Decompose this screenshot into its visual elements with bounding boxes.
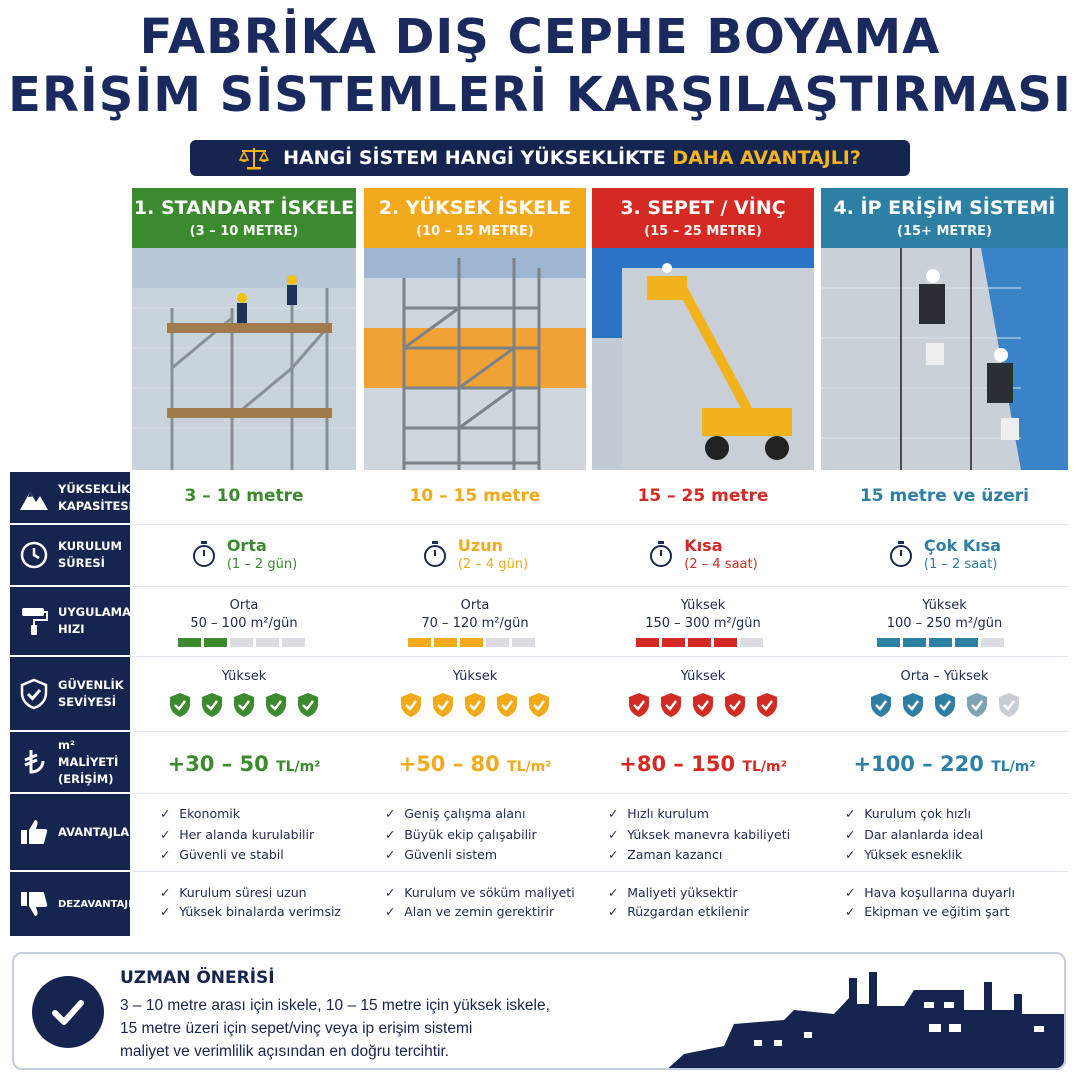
cost-amount: +80 – 150 — [619, 752, 736, 776]
speed-bar-segment — [929, 638, 952, 647]
pros-list — [845, 804, 983, 866]
check-circle-icon — [32, 976, 104, 1048]
shield-icon — [528, 692, 550, 718]
setup-time-sub: (1 – 2 saat) — [923, 557, 998, 572]
safety-shields — [821, 692, 1068, 718]
shield-icon — [432, 692, 454, 718]
row-label-text: DEZAVANTAJLARI — [58, 898, 154, 910]
row-label-speed — [10, 587, 130, 657]
column-name: 3. SEPET / VİNÇ — [620, 197, 786, 219]
list-item: ✓ Hava koşullarına duyarlı — [845, 883, 1015, 902]
shield-icon — [628, 692, 650, 718]
speed-range: 100 – 250 m²/gün — [886, 616, 1003, 631]
speed-bar-segment — [877, 638, 900, 647]
speed-bar-segment — [903, 638, 926, 647]
cost-unit: TL/m² — [991, 759, 1036, 775]
speed-level: Yüksek — [922, 598, 967, 613]
speed-bar-segment — [955, 638, 978, 647]
speed-level: Orta — [460, 598, 490, 613]
expert-recommendation — [12, 952, 1066, 1070]
setup-time-sub: (2 – 4 gün) — [457, 557, 529, 572]
list-item: ✓ Her alanda kurulabilir — [160, 825, 314, 846]
shield-icon — [265, 692, 287, 718]
row-label-cons — [10, 872, 154, 938]
expert-line: maliyet ve verimlilik açısından en doğru tercihtir. — [120, 1043, 450, 1060]
column-header-rope-access — [821, 188, 1068, 248]
list-item: ✓ Dar alanlarda ideal — [845, 825, 983, 846]
speed-bar-segment — [688, 638, 711, 647]
list-item: ✓ Hızlı kurulum — [608, 804, 790, 825]
paint-roller-icon — [18, 605, 50, 637]
row-label-text: AVANTAJLARI — [58, 824, 143, 839]
subtitle-highlight: DAHA AVANTAJLI? — [672, 147, 861, 169]
list-item: ✓ Yüksek binalarda verimsiz — [160, 902, 341, 921]
list-item: ✓ Kurulum süresi uzun — [160, 883, 341, 902]
row-label-safety — [10, 657, 130, 732]
thumbs-up-icon — [18, 816, 50, 848]
expert-line: 3 – 10 metre arası için iskele, 10 – 15 metre için yüksek iskele, — [120, 997, 550, 1014]
cost-unit: TL/m² — [742, 759, 787, 775]
column-range: (3 – 10 METRE) — [189, 224, 299, 239]
safety-level: Yüksek — [221, 669, 267, 684]
list-item: ✓ Zaman kazancı — [608, 845, 790, 866]
height-value: 10 – 15 metre — [409, 486, 541, 506]
stopwatch-icon — [191, 539, 217, 569]
list-item: ✓ Yüksek manevra kabiliyeti — [608, 825, 790, 846]
thumbs-down-icon — [18, 888, 50, 920]
safety-shields — [592, 692, 814, 718]
cost-value — [821, 752, 1068, 776]
speed-bar-segment — [434, 638, 457, 647]
cost-value — [592, 752, 814, 776]
safety-shields — [364, 692, 586, 718]
cost-unit: TL/m² — [507, 759, 552, 775]
speed-range: 70 – 120 m²/gün — [421, 616, 529, 631]
height-value: 15 metre ve üzeri — [859, 486, 1030, 506]
shield-icon — [934, 692, 956, 718]
cons-list — [160, 883, 341, 921]
cost-amount: +30 – 50 — [167, 752, 269, 776]
list-item: ✓ Güvenli sistem — [385, 845, 537, 866]
cost-value — [132, 752, 356, 776]
stopwatch-icon — [648, 539, 674, 569]
rope-access-image — [821, 248, 1068, 470]
column-name: 2. YÜKSEK İSKELE — [378, 197, 572, 219]
setup-time-main: Çok Kısa — [923, 536, 1002, 555]
shield-icon — [169, 692, 191, 718]
list-item: ✓ Maliyeti yüksektir — [608, 883, 749, 902]
cons-list — [385, 883, 575, 921]
speed-bar-segment — [460, 638, 483, 647]
speed-bar-segment — [256, 638, 279, 647]
safety-level: Yüksek — [452, 669, 498, 684]
cost-amount: +100 – 220 — [853, 752, 984, 776]
shield-icon — [400, 692, 422, 718]
shield-icon — [660, 692, 682, 718]
speed-bar — [877, 638, 1004, 647]
speed-bar-segment — [486, 638, 509, 647]
mountain-icon — [18, 482, 50, 514]
column-header-basket-crane — [592, 188, 814, 248]
speed-range: 50 – 100 m²/gün — [190, 616, 298, 631]
scales-icon — [239, 145, 269, 171]
speed-bar-segment — [740, 638, 763, 647]
speed-range: 150 – 300 m²/gün — [645, 616, 761, 631]
title-line-2: ERİŞİM SİSTEMLERİ KARŞILAŞTIRMASI — [8, 67, 1072, 123]
factory-silhouette-icon — [664, 954, 1066, 1070]
safety-shields — [132, 692, 356, 718]
subtitle-text: HANGİ SİSTEM HANGİ YÜKSEKLİKTE — [283, 147, 666, 169]
shield-icon — [966, 692, 988, 718]
pros-list — [385, 804, 537, 866]
column-name: 1. STANDART İSKELE — [133, 197, 355, 219]
speed-bar-segment — [636, 638, 659, 647]
column-range: (15+ METRE) — [897, 224, 992, 239]
pros-list — [160, 804, 314, 866]
row-label-cost — [10, 732, 130, 794]
row-label-text: UYGULAMA HIZI — [58, 605, 132, 636]
shield-icon — [870, 692, 892, 718]
subtitle-banner — [190, 140, 910, 176]
setup-time-sub: (1 – 2 gün) — [226, 557, 298, 572]
list-item: ✓ Yüksek esneklik — [845, 845, 983, 866]
list-item: ✓ Geniş çalışma alanı — [385, 804, 537, 825]
speed-bar-segment — [981, 638, 1004, 647]
row-label-text: m² MALİYETİ (ERİŞİM) — [58, 737, 119, 786]
shield-icon — [233, 692, 255, 718]
height-value: 15 – 25 metre — [637, 486, 769, 506]
standard-scaffold-image — [132, 248, 356, 470]
speed-bar — [408, 638, 535, 647]
list-item: ✓ Alan ve zemin gerektirir — [385, 902, 575, 921]
speed-bar-segment — [714, 638, 737, 647]
speed-level: Yüksek — [680, 598, 726, 613]
shield-icon — [692, 692, 714, 718]
column-header-high-scaffold — [364, 188, 586, 248]
setup-time-main: Kısa — [684, 536, 723, 555]
expert-line: 15 metre üzeri için sepet/vinç veya ip erişim sistemi — [120, 1020, 473, 1037]
cost-value — [364, 752, 586, 776]
clock-icon — [18, 539, 50, 571]
high-scaffold-image — [364, 248, 586, 470]
shield-icon — [756, 692, 778, 718]
speed-level: Orta — [229, 598, 259, 613]
speed-bar-segment — [662, 638, 685, 647]
speed-bar-segment — [230, 638, 253, 647]
list-item: ✓ Büyük ekip çalışabilir — [385, 825, 537, 846]
shield-icon — [902, 692, 924, 718]
column-range: (15 – 25 METRE) — [644, 224, 762, 239]
cons-list — [845, 883, 1015, 921]
row-label-text: YÜKSEKLİK KAPASİTESİ — [58, 481, 133, 513]
height-value: 3 – 10 metre — [184, 486, 304, 506]
setup-time-cell — [592, 536, 814, 572]
cost-amount: +50 – 80 — [398, 752, 500, 776]
speed-bar-segment — [282, 638, 305, 647]
page-title — [0, 8, 1080, 124]
list-item: ✓ Kurulum çok hızlı — [845, 804, 983, 825]
basket-crane-image — [592, 248, 814, 470]
setup-time-main: Orta — [226, 536, 267, 555]
setup-time-cell — [132, 536, 356, 572]
cost-unit: TL/m² — [276, 759, 321, 775]
setup-time-sub: (2 – 4 saat) — [684, 557, 758, 572]
list-item: ✓ Ekonomik — [160, 804, 314, 825]
shield-icon — [998, 692, 1020, 718]
list-item: ✓ Rüzgardan etkilenir — [608, 902, 749, 921]
column-header-standard-scaffold — [132, 188, 356, 248]
shield-check-icon — [18, 678, 50, 710]
pros-list — [608, 804, 790, 866]
safety-level: Orta – Yüksek — [900, 669, 989, 684]
shield-icon — [724, 692, 746, 718]
title-line-1: FABRİKA DIŞ CEPHE BOYAMA — [139, 9, 941, 65]
column-name: 4. İP ERİŞİM SİSTEMİ — [833, 197, 1056, 219]
shield-icon — [464, 692, 486, 718]
speed-bar — [636, 638, 763, 647]
list-item: ✓ Güvenli ve stabil — [160, 845, 314, 866]
speed-bar-segment — [204, 638, 227, 647]
speed-bar-segment — [178, 638, 201, 647]
speed-bar-segment — [408, 638, 431, 647]
speed-bar — [178, 638, 305, 647]
setup-time-main: Uzun — [457, 536, 503, 555]
row-label-text: KURULUM SÜRESİ — [58, 539, 122, 570]
column-range: (10 – 15 METRE) — [416, 224, 534, 239]
row-label-text: GÜVENLİK SEVİYESİ — [58, 677, 124, 709]
row-label-setup — [10, 525, 130, 587]
speed-bar-segment — [512, 638, 535, 647]
row-label-pros — [10, 794, 143, 872]
list-item: ✓ Kurulum ve söküm maliyeti — [385, 883, 575, 902]
cons-list — [608, 883, 749, 921]
stopwatch-icon — [422, 539, 448, 569]
setup-time-cell — [821, 536, 1068, 572]
list-item: ✓ Ekipman ve eğitim şart — [845, 902, 1015, 921]
shield-icon — [496, 692, 518, 718]
stopwatch-icon — [888, 539, 914, 569]
expert-title: UZMAN ÖNERİSİ — [120, 968, 275, 988]
row-label-height — [10, 472, 133, 525]
shield-icon — [201, 692, 223, 718]
setup-time-cell — [364, 536, 586, 572]
lira-icon — [18, 746, 50, 778]
safety-level: Yüksek — [680, 669, 726, 684]
shield-icon — [297, 692, 319, 718]
expert-body — [120, 994, 640, 1063]
